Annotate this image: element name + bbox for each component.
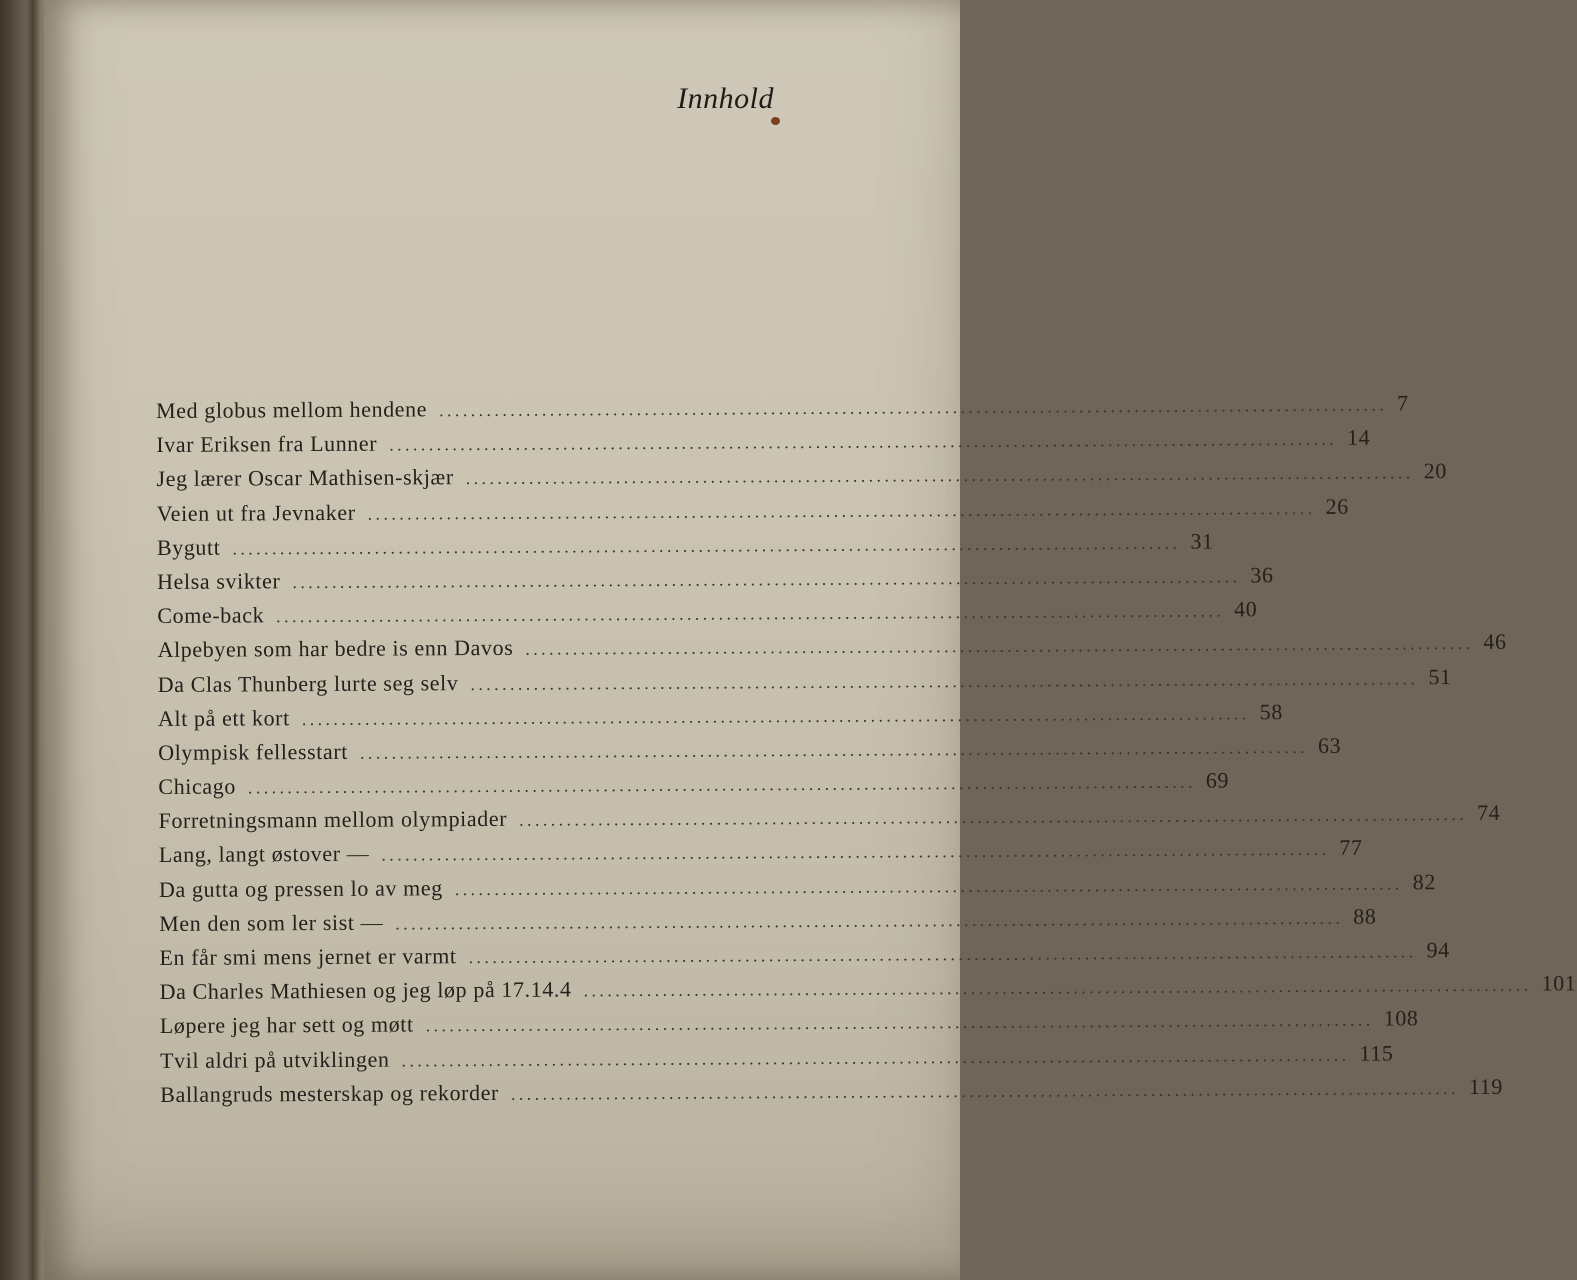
- toc-entry-title: Chicago: [158, 773, 236, 800]
- toc-entry: [159, 903, 1377, 945]
- toc-entry-page: 31: [1190, 528, 1214, 554]
- dot-leader: ........................................................................................................................: [583, 974, 1532, 1001]
- dot-leader: ........................................................................................................................: [401, 1044, 1350, 1071]
- dot-leader: ........................................................................................................................: [468, 941, 1417, 968]
- dot-leader: ........................................................................................................................: [470, 667, 1419, 694]
- toc-entry-title: Men den som ler sist —: [159, 909, 384, 936]
- toc-entry: [158, 732, 1342, 774]
- toc-entry-page: 26: [1325, 493, 1349, 519]
- toc-entry-title: Veien ut fra Jevnaker: [156, 499, 356, 526]
- toc-entry-page: 74: [1477, 800, 1501, 826]
- dot-leader: ........................................................................................................................: [381, 839, 1330, 866]
- dot-leader: ........................................................................................................................: [510, 1077, 1460, 1104]
- toc-entry: [156, 424, 1371, 466]
- toc-entry: [159, 970, 1577, 1013]
- dot-leader: ........................................................................................................................: [276, 600, 1225, 627]
- toc-entry: [159, 1040, 1394, 1081]
- toc-entry-title: Da Clas Thunberg lurte seg selv: [157, 669, 459, 697]
- toc-entry-page: 115: [1359, 1040, 1394, 1066]
- toc-entry-title: Lang, langt østover —: [158, 841, 370, 868]
- toc-entry-title: Alpebyen som har bedre is enn Davos: [157, 635, 514, 663]
- toc-entry-page: 63: [1317, 732, 1342, 758]
- dot-leader: ........................................................................................................................: [232, 532, 1181, 559]
- dot-leader: ........................................................................................................................: [395, 907, 1344, 934]
- toc-entry: [159, 937, 1450, 979]
- toc-entry-page: 88: [1353, 903, 1377, 929]
- toc-entry-page: 51: [1428, 663, 1452, 689]
- toc-entry-page: 20: [1423, 458, 1447, 484]
- toc-entry: [156, 528, 1214, 569]
- toc-entry-title: Ballangruds mesterskap og rekorder: [160, 1079, 500, 1107]
- toc-entry-page: 58: [1259, 698, 1284, 724]
- toc-entry-page: 108: [1383, 1005, 1419, 1031]
- toc-entry-page: 94: [1426, 937, 1450, 963]
- toc-entry-title: Da gutta og pressen lo av meg: [158, 874, 443, 902]
- toc-entry-page: 14: [1347, 424, 1371, 450]
- toc-entry-page: 101: [1541, 970, 1577, 996]
- toc-entry: [158, 868, 1437, 911]
- toc-entry-title: Alt på ett kort: [157, 704, 290, 731]
- toc-entry: [158, 800, 1501, 842]
- dot-leader: ........................................................................................................................: [389, 428, 1338, 455]
- dot-leader: ........................................................................................................................: [525, 633, 1474, 660]
- toc-entry-page: 46: [1483, 629, 1507, 655]
- toc-entry-title: Helsa svikter: [157, 568, 281, 594]
- dot-leader: ........................................................................................................................: [301, 703, 1250, 729]
- dot-leader: ........................................................................................................................: [359, 736, 1309, 763]
- toc-entry-title: Come-back: [157, 602, 265, 629]
- toc-entry-page: 69: [1205, 767, 1230, 793]
- toc-entry: [158, 835, 1363, 876]
- toc-entry-title: Løpere jeg har sett og møtt: [159, 1011, 414, 1039]
- ink-spot: [771, 117, 780, 125]
- toc-entry-page: 119: [1468, 1073, 1503, 1099]
- toc-entry-title: Olympisk fellesstart: [158, 738, 349, 765]
- toc-entry-title: Tvil aldri på utviklingen: [159, 1046, 390, 1073]
- dot-leader: ........................................................................................................................: [247, 771, 1196, 798]
- dot-leader: ........................................................................................................................: [425, 1009, 1374, 1036]
- table-of-contents: [156, 390, 1577, 1116]
- toc-entry: [160, 1073, 1503, 1116]
- toc-entry: [157, 663, 1452, 705]
- toc-entry-page: 40: [1234, 596, 1258, 622]
- toc-entry-page: 82: [1412, 868, 1437, 894]
- toc-entry-title: Bygutt: [156, 534, 221, 560]
- toc-entry-title: Da Charles Mathiesen og jeg løp på 17.14.4: [159, 976, 572, 1005]
- toc-entry: [156, 458, 1447, 500]
- book-page: [44, 0, 1577, 1280]
- toc-entry: [156, 493, 1349, 534]
- toc-entry: [157, 698, 1284, 740]
- toc-entry: [158, 767, 1230, 808]
- dot-leader: ........................................................................................................................: [454, 873, 1403, 899]
- toc-entry-page: 77: [1339, 835, 1363, 861]
- toc-entry-page: 36: [1250, 562, 1274, 588]
- toc-entry: [159, 1005, 1419, 1047]
- toc-entry: [157, 596, 1258, 637]
- dot-leader: ........................................................................................................................: [465, 462, 1414, 489]
- dot-leader: ........................................................................................................................: [292, 566, 1241, 593]
- spine-shadow: [26, 0, 40, 1280]
- toc-entry: [157, 629, 1507, 671]
- toc-entry-title: Jeg lærer Oscar Mathisen-skjær: [156, 464, 454, 492]
- page-title: Innhold: [677, 82, 774, 115]
- toc-entry-title: Forretningsmann mellom olympiader: [158, 806, 508, 834]
- dot-leader: ........................................................................................................................: [439, 394, 1388, 421]
- toc-entry-title: Ivar Eriksen fra Lunner: [156, 430, 378, 458]
- dot-leader: ........................................................................................................................: [519, 804, 1468, 831]
- toc-entry-title: Med globus mellom hendene: [156, 396, 428, 423]
- toc-entry: [157, 562, 1274, 603]
- dot-leader: ........................................................................................................................: [367, 497, 1316, 524]
- toc-entry: [156, 390, 1409, 432]
- toc-entry-title: En får smi mens jernet er varmt: [159, 943, 457, 970]
- toc-entry-page: 7: [1396, 390, 1409, 416]
